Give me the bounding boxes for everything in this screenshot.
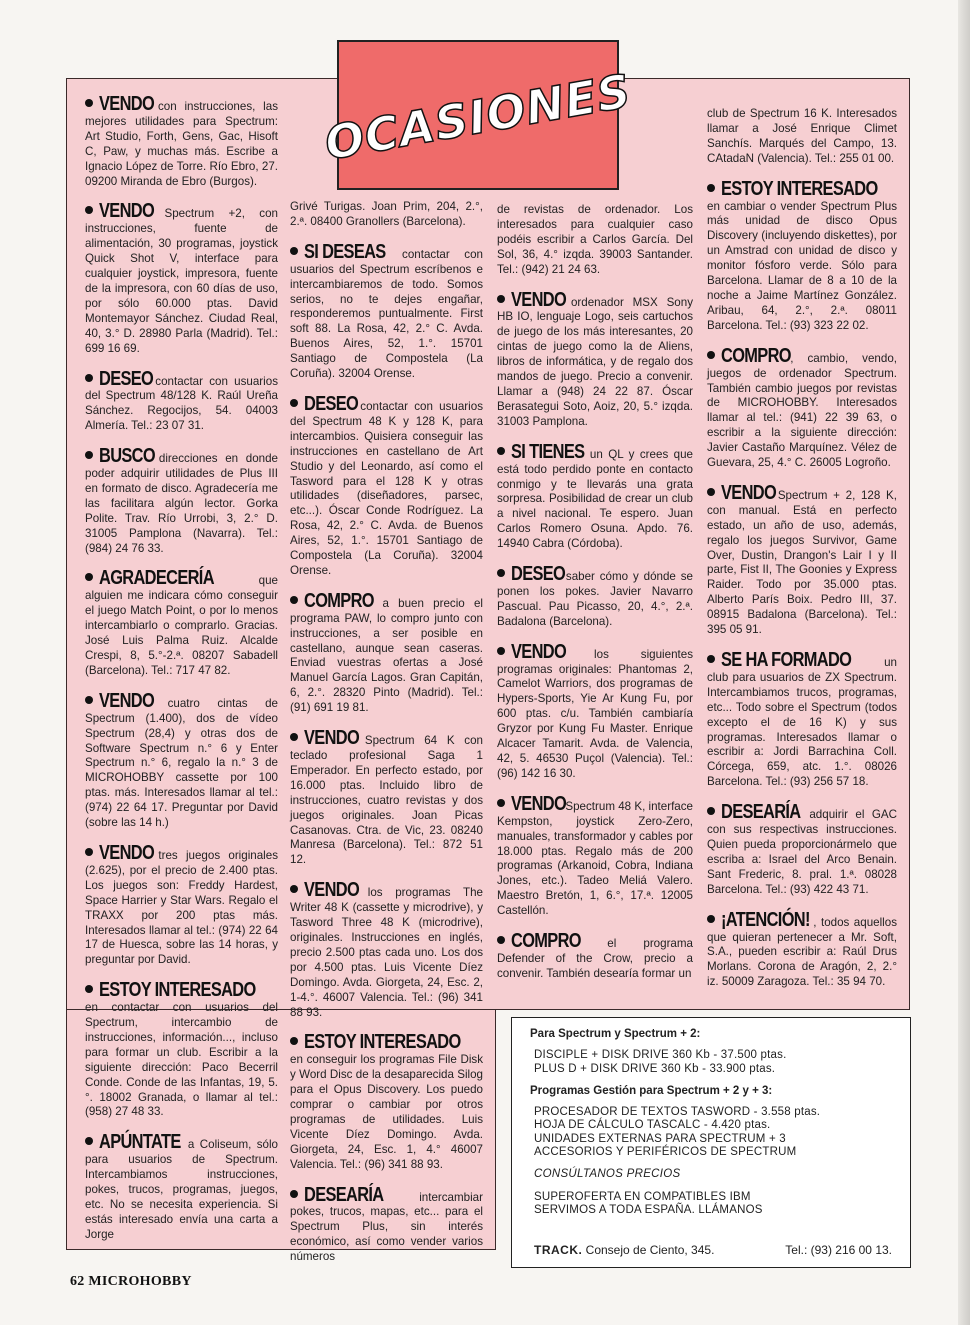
page-edge: [958, 0, 970, 1325]
column-4: [707, 107, 897, 1003]
ad-lead-word: VENDO: [304, 727, 360, 750]
ad-text: saber cómo y dónde se ponen los pokes. Javier Navarro Pascual. Pau Picasso, 20, 4.°, 2.ª. Badalona (Barcelona).: [497, 570, 693, 628]
bullet-icon: [707, 184, 715, 192]
bullet-icon: [497, 647, 505, 655]
bullet-icon: [497, 447, 505, 455]
ad-text: Grivé Turigas. Joan Prim, 204, 2.°, 2.ª. 08400 Granollers (Barcelona).: [290, 200, 483, 228]
bullet-icon: [290, 247, 298, 255]
ad-text: tres juegos originales (2.625), por el precio de 2.400 ptas. Los juegos son: Freddy Hardest, Space Harrier y Star Wars. Regalo el TRAXX por 200 ptas más. Interesados llamar al tel.: (974) 22 64 17 de Huesca, sobre las 14 horas, y preguntar por David.: [85, 848, 278, 967]
ad-text: de revistas de ordenador. Los interesados para cualquier caso podéis escribir a Carlos García. Del Sol, 36, 4.° izqda. 39003 Santander. Tel.: (942) 21 24 63.: [497, 203, 693, 276]
bullet-icon: [85, 451, 93, 459]
classified-ad: [85, 202, 278, 356]
bullet-icon: [290, 1190, 298, 1198]
classified-ad: [290, 589, 483, 716]
ad-lead-word: VENDO: [511, 640, 567, 663]
ad-text: que alguien me indicara cómo conseguir el juego Match Point, o por lo menos intercambiarlo o comprarlo. Gracias. José Luis Palma Ruiz. Alcalde Crespi, 8, 5.°-2.ª. 08207 Sabadell (Barcelona). Tel.: 717 47 82.: [85, 574, 278, 677]
ad-lead-word: DESEO: [99, 367, 154, 390]
bullet-icon: [85, 848, 93, 856]
ad-line: DISCIPLE + DISK DRIVE 360 Kb - 37.500 ptas.: [534, 1049, 787, 1062]
bullet-icon: [707, 807, 715, 815]
ad-lead-word: DESEO: [511, 563, 566, 586]
ad-text: un club para usuarios de ZX Spectrum. Intercambiamos trucos, programas, etc... Todo sobre el Spectrum (todos excepto el de 16 K) y sus programas. Interesados llamar o escribir a: Jordi Barrachina Coll. Córcega, 659, atc. 1.°. 08026 Barcelona. Tel.: (93) 256 57 18.: [707, 656, 897, 789]
ad-text: Spectrum + 2, 128 K, con manual. Está en perfecto estado, un año de uso, además, regalo los juegos Survivor, Game Over, Dustin, Drangon's Lair I y II parte, Fist II, The Goonies y Express Raider. Todo por 35.000 ptas. Alberto París Boix. Pedro III, 37. 08915 Badalona (Barcelona). Tel.: 395 05 91.: [707, 488, 897, 637]
classified-ad: [290, 1033, 483, 1172]
ad-text: , todos aquellos que quieran pertenecer a Mr. Soft, S.A., pueden escribir a: Raúl Drus Morlans. Corona de Aragón, 2, 2.° iz. 50009 Zaragoza. Tel.: 35 94 70.: [707, 915, 897, 989]
ad-heading-programs: Programas Gestión para Spectrum + 2 y + 3:: [530, 1084, 773, 1097]
ad-line: SUPEROFERTA EN COMPATIBLES IBM: [534, 1190, 751, 1203]
ad-brand: TRACK.: [534, 1242, 583, 1257]
ad-lead-word: ESTOY INTERESADO: [99, 979, 256, 1002]
bullet-icon: [85, 99, 93, 107]
classified-ad: [85, 841, 278, 968]
ad-lead-word: BUSCO: [99, 445, 155, 468]
ad-text: Spectrum 48 K, interface Kempston, joystick Zero-Zero, manuales, transformador y cables por 18.000 ptas. Regalo más de 200 programas (Arkanoid, Cobra, Indiana Jones, etc.). Tadeo Meliá Valero. Maestro Bretón, 1, 6.°, 17.ª. 12005 Castellón.: [497, 799, 693, 918]
ad-text: cuatro cintas de Spectrum (1.400), dos de vídeo Spectrum (28,4) y otras dos de Software Spectrum n.° 6 y Enter Spectrum n.° 6, regalo la n.° 3 de MICROHOBBY cassette por 100 ptas. más. Interesados llamar al tel.: (974) 22 64 17. Preguntar por David (sobre las 14 h.): [85, 696, 278, 830]
ad-lead-word: VENDO: [99, 200, 155, 223]
bullet-icon: [707, 655, 715, 663]
bullet-icon: [290, 733, 298, 741]
track-advertisement: [511, 1017, 911, 1268]
ad-lead-word: VENDO: [99, 689, 155, 712]
ad-lead-word: SI TIENES: [511, 440, 585, 463]
bullet-icon: [85, 374, 93, 382]
classified-ad: [290, 200, 483, 230]
bullet-icon: [707, 915, 715, 923]
ad-lead-word: APÚNTATE: [99, 1131, 181, 1154]
ad-line: ACCESORIOS Y PERIFÉRICOS DE SPECTRUM: [534, 1146, 797, 1159]
classified-ad: [707, 651, 897, 790]
ad-lead-word: VENDO: [99, 841, 155, 864]
ad-lead-word: SI DESEAS: [304, 240, 386, 263]
ad-line: PLUS D + DISK DRIVE 360 Kb - 33.900 ptas.: [534, 1062, 776, 1075]
classified-ad: [497, 565, 693, 630]
ad-lead-word: DESEARÍA: [304, 1183, 384, 1206]
page-title: OCASIONES: [320, 63, 636, 171]
bullet-icon: [290, 399, 298, 407]
classified-ad: [85, 569, 278, 678]
ad-text: en contactar con usuarios del Spectrum, intercambio de instrucciones, información..., incluso para formar un club. Escribir a la siguiente dirección: Paco Becerril Conde. Conde de las Infantas, 19, 5.°. 18002 Granada, o llamar al tel.: (958) 27 48 33.: [85, 1001, 278, 1119]
ad-text: con instrucciones, las mejores utilidades para Spectrum: Art Studio, Forth, Gens, Gac, Hisoft C, Paw, y muchas más. Escribe a Ignacio López de Torre. Río Ebro, 27. 09200 Miranda de Ebro (Burgos).: [85, 100, 278, 188]
column-2: [290, 200, 483, 1278]
classified-ad: [85, 95, 278, 189]
ad-text: Spectrum +2, con instrucciones, fuente de alimentación, 30 programas, joystick Quick Shot V, interface para cualquier joystick, impresora, fuente de la impresora, con 60 días de uso, por sólo 60.000 ptas. David Montemayor Sánchez. Ciudad Real, 40, 3.° D. 28980 Parla (Madrid). Tel.: 699 16 69.: [85, 207, 278, 355]
classified-ad: [290, 729, 483, 868]
ad-lead-word: DESEO: [304, 392, 359, 415]
ad-lead-word: COMPRO: [304, 589, 374, 612]
ad-lead-word: VENDO: [511, 792, 567, 815]
classified-ad: [85, 367, 278, 435]
ad-lead-word: COMPRO: [511, 930, 581, 953]
bullet-icon: [497, 936, 505, 944]
ad-lead-word: VENDO: [721, 481, 777, 504]
classified-ad: [497, 288, 693, 430]
classified-ad: [497, 203, 693, 278]
ad-line: SERVIMOS A TODA ESPAÑA. LLÁMANOS: [534, 1203, 763, 1216]
bullet-icon: [85, 206, 93, 214]
classified-ad: [707, 908, 897, 991]
ad-lead-word: ¡ATENCIÓN!: [721, 908, 810, 931]
ad-consult: CONSÚLTANOS PRECIOS: [534, 1168, 681, 1181]
classified-ad: [497, 932, 693, 982]
ad-text: ordenador MSX Sony HB IO, lenguaje Logo, seis cartuchos de juego de los más interesantes, 20 cintas de juego como la de Aliens, libros de informática, y de regalo dos mandos de juego. Precio a convenir. Llamar a (948) 24 22 87. Óscar Berasategui Soto, Aoiz, 20, 5.° izqda. 31003 Pamplona.: [497, 295, 693, 428]
classified-ad: [497, 792, 693, 919]
classified-ad: [85, 1133, 278, 1242]
ad-text: el programa Defender of the Crow, precio a convenir. También desearía formar un: [497, 937, 693, 980]
ad-lead-word: COMPRO: [721, 344, 791, 367]
ad-lead-word: AGRADECERÍA: [99, 567, 214, 590]
ad-lead-word: VENDO: [99, 93, 155, 115]
ad-address: Consejo de Ciento, 345.: [582, 1242, 715, 1257]
bullet-icon: [497, 799, 505, 807]
ad-text: en cambiar o vender Spectrum Plus más unidad de disco Opus Discovery (incluyendo diskettes), por un Amstrad con unidad de disco y monitor fósforo verde. Sólo para Barcelona. Llamar de 8 a 10 de la noche a Jaime Martínez González. Aribau, 64, 2.°, 2.ª. 08011 Barcelona. Tel.: (93) 323 22 02.: [707, 199, 897, 332]
classified-ad: [85, 981, 278, 1120]
classified-ad: [497, 440, 693, 552]
ad-lead-word: VENDO: [304, 879, 360, 902]
ad-text: a Coliseum, sólo para usuarios de Spectrum. Intercambiamos instrucciones, pokes, trucos, programas, juegos, etc. No se necesita experiencia. Si estás interesado envía una carta a Jorge: [85, 1138, 278, 1241]
classified-ad: [85, 447, 278, 556]
ad-lead-word: ESTOY INTERESADO: [721, 177, 878, 200]
bullet-icon: [290, 1037, 298, 1045]
ad-contact: [534, 1244, 892, 1257]
classified-ad: [707, 803, 897, 897]
ad-text: club de Spectrum 16 K. Interesados llamar a José Enrique Climet Sanchís. Marqués del Campo, 13. CAtadaN (Valencia). Tel.: 255 01 00.: [707, 107, 897, 165]
ad-lead-word: ESTOY INTERESADO: [304, 1031, 461, 1054]
classified-ad: [290, 240, 483, 382]
ad-line: HOJA DE CÁLCULO TASCALC - 4.420 ptas.: [534, 1119, 771, 1132]
ad-heading-spectrum: Para Spectrum y Spectrum + 2:: [530, 1028, 701, 1040]
ad-text: Spectrum 64 K con teclado profesional Saga 1 Emperador. En perfecto estado, por 16.000 ptas. Incluido libro de instrucciones, cuatro revistas y dos juegos originales. Joan Picas Casanovas. Ctra. de Vic, 23. 08240 Manresa (Barcelona). Tel.: 872 51 12.: [290, 734, 483, 867]
ad-text: direcciones en donde poder adquirir utilidades de Plus III en formato de disco. Agradecería me las facilitara algún lector. Gorka Polite. Trav. Río Urrobi, 3, 2.° D. 31005 Pamplona (Navarra). Tel.: (984) 24 76 33.: [85, 452, 278, 555]
ad-text: en conseguir los programas File Disk y Word Disc de la desaparecida Silog para el Opus Discovery. Los puedo comprar o cambiar por otros programas de utilidades. Luis Vicente Díez Domingo. Avda. Giorgeta, 24, Esc. 1, 4.° 46007 Valencia. Tel.: (96) 341 88 93.: [290, 1053, 483, 1171]
ad-text: los programas The Writer 48 K (cassette y microdrive), y Tasword Three 48 K (microdrive), originales. Instrucciones en inglés, precio 2.500 ptas cada uno. Los dos por 4.500 ptas. Luis Vicente Díez Domingo. Avda. Giorgeta, 24, Esc. 2, 1-4.°. 46007 Valencia. Tel.: (96) 341 88 93.: [290, 886, 483, 1019]
classified-ad: [290, 392, 483, 579]
classified-ad: [707, 344, 897, 471]
ad-text: contactar con usuarios del Spectrum 48 K y 128 K, para intercambios. Quisiera conseguir las instrucciones en castellano de Art Studio y del Leonardo, así como el Tasword para el 128 K y otras utilidades (diseñadores, parsec, etc...). Óscar Conde Rodríguez. La Rosa, 42, 2.° C. Avda. de Buenos Aires, 52, 1.°. 15701 Santiago de Compostela (La Coruña). 32004 Orense.: [290, 399, 483, 577]
classified-ad: [290, 881, 483, 1020]
bullet-icon: [85, 696, 93, 704]
ad-lead-word: DESEARÍA: [721, 801, 801, 824]
ad-text: intercambiar pokes, trucos, mapas, etc... para el Spectrum Plus, sin interés económico, así como vender varios números: [290, 1190, 483, 1264]
bullet-icon: [290, 596, 298, 604]
ad-text: adquirir el GAC con sus respectivas instrucciones. Quien pueda proporcionármelo que escriba a: Israel del Arco Benain. Sant Frederic, 8. pral. 1.ª. 08028 Barcelona. Tel.: (93) 422 43 71.: [707, 808, 897, 896]
ad-text: contactar con usuarios del Spectrum 48/128 K. Raúl Ureña Sánchez. Regocijos, 54. 04003 Almería. Tel.: 23 07 31.: [85, 374, 278, 433]
classified-ad: [497, 640, 693, 782]
ad-line: PROCESADOR DE TEXTOS TASWORD - 3.558 ptas.: [534, 1106, 821, 1119]
column-3: [497, 203, 693, 995]
column-1: [85, 95, 278, 1256]
bullet-icon: [85, 985, 93, 993]
classified-ad: [707, 107, 897, 167]
ad-text: a buen precio el programa PAW, lo compro junto con instrucciones, a ser posible en castellano, aunque sean caseras. Enviad vuestras ofertas a José Manuel García Lagos. Gran Capitán, 6, 2.°. 28320 Pinto (Madrid). Tel.: (91) 691 19 81.: [290, 596, 483, 715]
page-footer: 62 MICROHOBBY: [70, 1274, 192, 1289]
ad-lead-word: VENDO: [511, 288, 567, 311]
classified-ad: [707, 177, 897, 334]
ad-text: los siguientes programas originales: Phantomas 2, Camelot Warriors, dos programas de Hypers-Sports, Yie Ar Kung Fu, por 600 ptas. c/u. También cambiaría Gryzor por Kung Fu Master. Enrique Alcacer Tamarit. Avda. de Valencia, 42, 5. 46530 Puçol (Valencia). Tel.: (96) 142 16 30.: [497, 647, 693, 780]
ad-line: UNIDADES EXTERNAS PARA SPECTRUM + 3: [534, 1132, 786, 1145]
bullet-icon: [85, 573, 93, 581]
bullet-icon: [707, 488, 715, 496]
classified-ad: [707, 481, 897, 638]
ad-phone: Tel.: (93) 216 00 13.: [785, 1242, 892, 1257]
ad-text: contactar con usuarios del Spectrum escríbenos e intercambiaremos de todo. Somos serios, no te dejes engañar, responderemos puntualmente. First soft 88. La Rosa, 42, 2.° C. Avda. Buenos Aires, 52, 1.°. 15701 Santiago de Compostela (La Coruña). 32004 Orense.: [290, 247, 483, 381]
ad-lead-word: SE HA FORMADO: [721, 649, 852, 671]
bullet-icon: [497, 295, 505, 303]
bullet-icon: [85, 1137, 93, 1145]
bullet-icon: [707, 351, 715, 359]
bullet-icon: [497, 569, 505, 577]
ad-text: un QL y crees que está todo perdido ponte en contacto conmigo y te llevarás una grata sorpresa. Posibilidad de crear un club a nivel nacional. Te espero. Juan Carlos Romero Osuna. Apdo. 76. 14940 Cabra (Córdoba).: [497, 447, 693, 551]
bullet-icon: [290, 885, 298, 893]
ad-text: , cambio, vendo, juegos de ordenador Spectrum. También cambio juegos por revistas de MICROHOBBY. Interesados llamar al tel.: (941) 22 39 63, o escribir a la siguiente dirección: Javier Castaño Marquínez. Vélez de Guevara, 25, 4.° C. 26005 Logroño.: [707, 351, 897, 470]
classified-ad: [85, 689, 278, 831]
classified-ad: [290, 1183, 483, 1266]
